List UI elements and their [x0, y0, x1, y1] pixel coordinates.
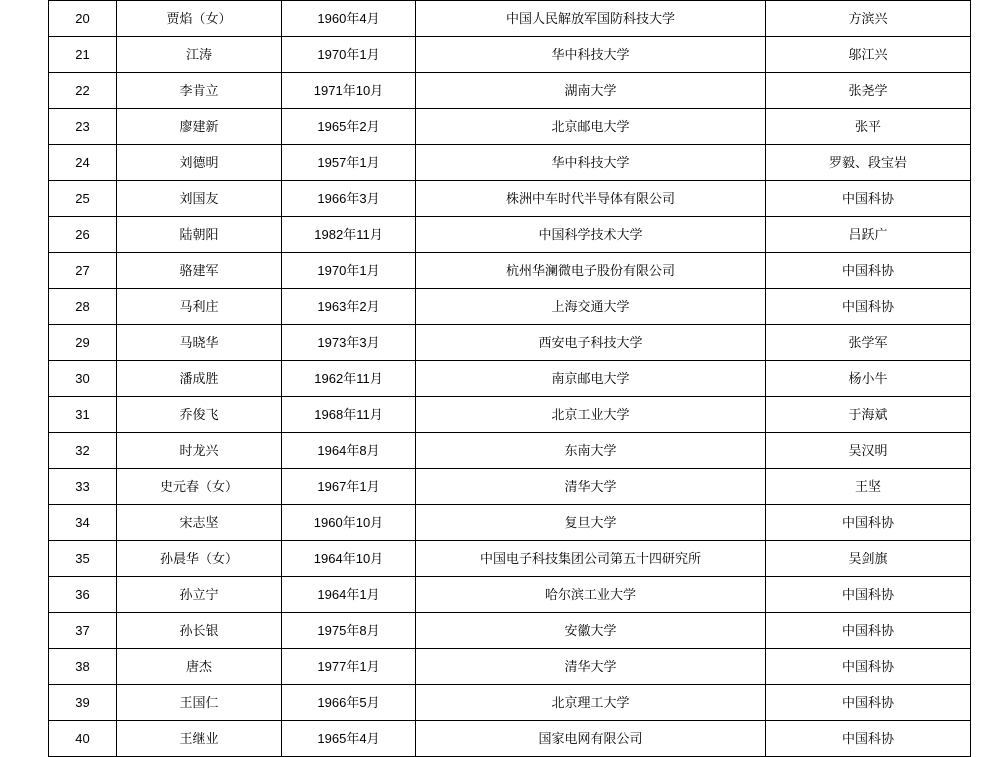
cell-index: 40: [49, 721, 117, 757]
table-row: [49, 469, 971, 505]
cell-org: 上海交通大学: [416, 289, 766, 325]
table-row: [49, 325, 971, 361]
cell-org: 北京理工大学: [416, 685, 766, 721]
cell-nominator: 张学军: [766, 325, 971, 361]
cell-name: 乔俊飞: [117, 397, 282, 433]
cell-index: 26: [49, 217, 117, 253]
cell-name: 唐杰: [117, 649, 282, 685]
cell-nominator: 中国科协: [766, 289, 971, 325]
cell-name: 宋志坚: [117, 505, 282, 541]
table-row: [49, 721, 971, 757]
cell-index: 20: [49, 1, 117, 37]
cell-nominator: 中国科协: [766, 577, 971, 613]
cell-birth: 1962年11月: [282, 361, 416, 397]
cell-birth: 1964年10月: [282, 541, 416, 577]
cell-index: 36: [49, 577, 117, 613]
cell-name: 马晓华: [117, 325, 282, 361]
cell-nominator: 邬江兴: [766, 37, 971, 73]
cell-name: 江涛: [117, 37, 282, 73]
table-row: [49, 649, 971, 685]
cell-nominator: 吕跃广: [766, 217, 971, 253]
table-row: [49, 145, 971, 181]
cell-index: 38: [49, 649, 117, 685]
cell-index: 31: [49, 397, 117, 433]
cell-nominator: 中国科协: [766, 685, 971, 721]
cell-index: 39: [49, 685, 117, 721]
cell-birth: 1973年3月: [282, 325, 416, 361]
cell-org: 湖南大学: [416, 73, 766, 109]
cell-nominator: 中国科协: [766, 649, 971, 685]
cell-birth: 1964年8月: [282, 433, 416, 469]
table-row: [49, 397, 971, 433]
cell-nominator: 于海斌: [766, 397, 971, 433]
cell-name: 贾焰（女）: [117, 1, 282, 37]
cell-name: 廖建新: [117, 109, 282, 145]
cell-org: 复旦大学: [416, 505, 766, 541]
cell-org: 清华大学: [416, 649, 766, 685]
cell-index: 30: [49, 361, 117, 397]
cell-name: 孙立宁: [117, 577, 282, 613]
table-row: [49, 181, 971, 217]
cell-name: 史元春（女）: [117, 469, 282, 505]
cell-org: 杭州华澜微电子股份有限公司: [416, 253, 766, 289]
cell-birth: 1968年11月: [282, 397, 416, 433]
cell-name: 刘国友: [117, 181, 282, 217]
cell-index: 28: [49, 289, 117, 325]
cell-birth: 1965年2月: [282, 109, 416, 145]
cell-birth: 1975年8月: [282, 613, 416, 649]
cell-nominator: 张平: [766, 109, 971, 145]
cell-birth: 1977年1月: [282, 649, 416, 685]
cell-birth: 1957年1月: [282, 145, 416, 181]
cell-org: 华中科技大学: [416, 145, 766, 181]
cell-birth: 1966年5月: [282, 685, 416, 721]
table-row: [49, 109, 971, 145]
cell-name: 刘德明: [117, 145, 282, 181]
cell-birth: 1971年10月: [282, 73, 416, 109]
cell-birth: 1963年2月: [282, 289, 416, 325]
cell-name: 李肯立: [117, 73, 282, 109]
cell-birth: 1960年4月: [282, 1, 416, 37]
cell-name: 王国仁: [117, 685, 282, 721]
cell-org: 北京邮电大学: [416, 109, 766, 145]
candidate-roster-table: [48, 0, 971, 757]
cell-name: 骆建军: [117, 253, 282, 289]
cell-nominator: 中国科协: [766, 721, 971, 757]
cell-birth: 1970年1月: [282, 37, 416, 73]
cell-name: 王继业: [117, 721, 282, 757]
cell-name: 潘成胜: [117, 361, 282, 397]
table-row: [49, 217, 971, 253]
cell-index: 22: [49, 73, 117, 109]
table-row: [49, 505, 971, 541]
cell-nominator: 王坚: [766, 469, 971, 505]
cell-name: 孙晨华（女）: [117, 541, 282, 577]
cell-name: 时龙兴: [117, 433, 282, 469]
table-row: [49, 577, 971, 613]
cell-org: 株洲中车时代半导体有限公司: [416, 181, 766, 217]
cell-index: 27: [49, 253, 117, 289]
table-row: [49, 541, 971, 577]
cell-index: 37: [49, 613, 117, 649]
table-row: [49, 433, 971, 469]
cell-index: 32: [49, 433, 117, 469]
cell-index: 25: [49, 181, 117, 217]
cell-name: 孙长银: [117, 613, 282, 649]
cell-org: 西安电子科技大学: [416, 325, 766, 361]
table-row: [49, 613, 971, 649]
table-row: [49, 289, 971, 325]
cell-index: 33: [49, 469, 117, 505]
cell-org: 华中科技大学: [416, 37, 766, 73]
cell-birth: 1960年10月: [282, 505, 416, 541]
cell-birth: 1970年1月: [282, 253, 416, 289]
cell-nominator: 中国科协: [766, 613, 971, 649]
cell-index: 24: [49, 145, 117, 181]
cell-org: 中国人民解放军国防科技大学: [416, 1, 766, 37]
cell-birth: 1964年1月: [282, 577, 416, 613]
table-row: [49, 73, 971, 109]
cell-org: 东南大学: [416, 433, 766, 469]
cell-org: 清华大学: [416, 469, 766, 505]
cell-org: 中国科学技术大学: [416, 217, 766, 253]
cell-org: 北京工业大学: [416, 397, 766, 433]
cell-nominator: 杨小牛: [766, 361, 971, 397]
cell-org: 中国电子科技集团公司第五十四研究所: [416, 541, 766, 577]
cell-index: 34: [49, 505, 117, 541]
cell-nominator: 吴汉明: [766, 433, 971, 469]
cell-name: 马利庄: [117, 289, 282, 325]
cell-index: 29: [49, 325, 117, 361]
cell-org: 国家电网有限公司: [416, 721, 766, 757]
table-row: [49, 1, 971, 37]
cell-nominator: 中国科协: [766, 253, 971, 289]
cell-nominator: 中国科协: [766, 181, 971, 217]
cell-birth: 1982年11月: [282, 217, 416, 253]
cell-name: 陆朝阳: [117, 217, 282, 253]
table-row: [49, 253, 971, 289]
cell-birth: 1967年1月: [282, 469, 416, 505]
cell-org: 南京邮电大学: [416, 361, 766, 397]
cell-index: 23: [49, 109, 117, 145]
cell-nominator: 罗毅、段宝岩: [766, 145, 971, 181]
cell-birth: 1966年3月: [282, 181, 416, 217]
table-row: [49, 685, 971, 721]
table-body: [49, 1, 971, 757]
cell-org: 哈尔滨工业大学: [416, 577, 766, 613]
table-row: [49, 361, 971, 397]
cell-index: 21: [49, 37, 117, 73]
cell-org: 安徽大学: [416, 613, 766, 649]
cell-nominator: 吴剑旗: [766, 541, 971, 577]
cell-nominator: 张尧学: [766, 73, 971, 109]
cell-index: 35: [49, 541, 117, 577]
table-row: [49, 37, 971, 73]
cell-nominator: 中国科协: [766, 505, 971, 541]
cell-birth: 1965年4月: [282, 721, 416, 757]
cell-nominator: 方滨兴: [766, 1, 971, 37]
